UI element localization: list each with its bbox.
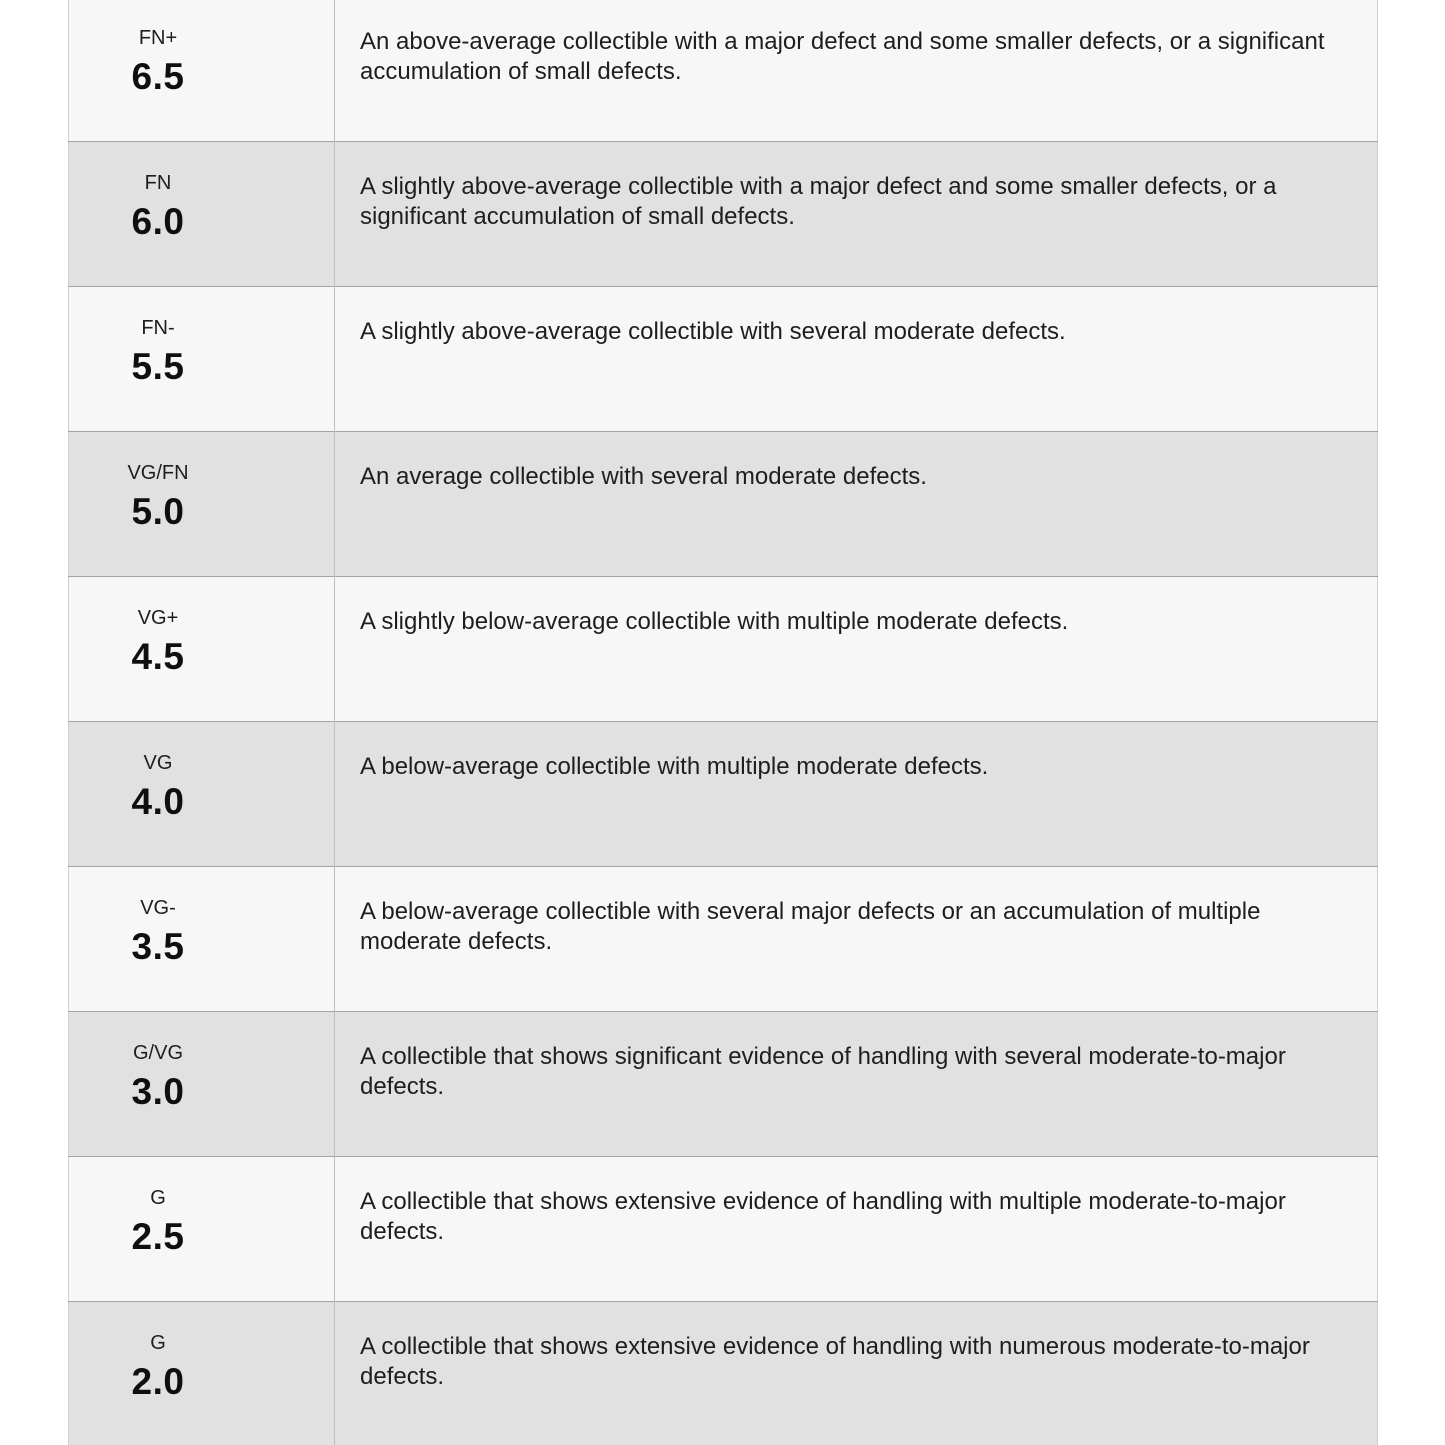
grade-box — [69, 171, 247, 242]
grade-description: A below-average collectible with several major defects or an accumulation of multiple moderate defects. — [360, 898, 1261, 955]
table-row — [69, 287, 1378, 432]
grade-description-cell — [335, 577, 1378, 722]
grading-table-body — [69, 0, 1378, 1445]
grade-box — [69, 1331, 247, 1402]
grade-description: An average collectible with several moderate defects. — [360, 463, 927, 490]
grade-box — [69, 1186, 247, 1257]
grade-description: A slightly above-average collectible with a major defect and some smaller defects, or a significant accumulation of small defects. — [360, 173, 1277, 230]
grade-box — [69, 751, 247, 822]
grade-number: 3.5 — [131, 926, 185, 967]
grade-number: 5.0 — [131, 491, 185, 532]
grade-cell — [69, 142, 335, 287]
grade-box — [69, 461, 247, 532]
grade-number: 6.5 — [131, 56, 185, 97]
table-row — [69, 432, 1378, 577]
grade-label: FN- — [141, 317, 175, 339]
grade-box — [69, 316, 247, 387]
grade-description-cell — [335, 1157, 1378, 1302]
grade-label: VG — [143, 752, 173, 774]
grade-label: G — [150, 1187, 166, 1209]
grade-cell — [69, 287, 335, 432]
grade-label: VG- — [140, 897, 176, 919]
grade-box — [69, 606, 247, 677]
table-row — [69, 722, 1378, 867]
grade-cell — [69, 722, 335, 867]
grade-description: An above-average collectible with a major defect and some smaller defects, or a significant accumulation of small defects. — [360, 28, 1325, 85]
grading-scale-table — [68, 0, 1378, 1445]
table-row — [69, 0, 1378, 142]
grade-description: A below-average collectible with multiple moderate defects. — [360, 753, 989, 780]
grade-label: FN+ — [138, 27, 178, 49]
grade-description: A slightly below-average collectible with multiple moderate defects. — [360, 608, 1069, 635]
table-row — [69, 1012, 1378, 1157]
grade-description-cell — [335, 867, 1378, 1012]
grade-cell — [69, 577, 335, 722]
grade-description: A collectible that shows significant evidence of handling with several moderate-to-major defects. — [360, 1043, 1286, 1100]
grade-number: 4.0 — [131, 781, 185, 822]
table-row — [69, 1157, 1378, 1302]
grade-description-cell — [335, 1302, 1378, 1445]
grade-number: 2.0 — [131, 1361, 185, 1402]
grade-description-cell — [335, 142, 1378, 287]
grade-label: G — [150, 1332, 166, 1354]
grade-cell — [69, 867, 335, 1012]
grade-cell — [69, 1012, 335, 1157]
grade-box — [69, 896, 247, 967]
grade-description: A collectible that shows extensive evidence of handling with numerous moderate-to-major defects. — [360, 1333, 1310, 1390]
grade-number: 3.0 — [131, 1071, 185, 1112]
grade-label: FN — [144, 172, 172, 194]
grade-label: VG/FN — [127, 462, 189, 484]
grade-cell — [69, 432, 335, 577]
grade-number: 5.5 — [131, 346, 185, 387]
table-row — [69, 142, 1378, 287]
grade-description: A collectible that shows extensive evidence of handling with multiple moderate-to-major defects. — [360, 1188, 1286, 1245]
grade-label: G/VG — [132, 1042, 183, 1064]
grade-cell — [69, 0, 335, 142]
grade-description-cell — [335, 1012, 1378, 1157]
grade-box — [69, 26, 247, 97]
grade-number: 4.5 — [131, 636, 185, 677]
grade-description-cell — [335, 287, 1378, 432]
grade-cell — [69, 1157, 335, 1302]
grade-number: 6.0 — [131, 201, 185, 242]
grade-description-cell — [335, 0, 1378, 142]
grade-description-cell — [335, 432, 1378, 577]
grade-label: VG+ — [137, 607, 179, 629]
table-row — [69, 577, 1378, 722]
grade-description-cell — [335, 722, 1378, 867]
grade-cell — [69, 1302, 335, 1445]
table-row — [69, 1302, 1378, 1445]
grade-number: 2.5 — [131, 1216, 185, 1257]
grade-box — [69, 1041, 247, 1112]
grade-description: A slightly above-average collectible with several moderate defects. — [360, 318, 1066, 345]
table-row — [69, 867, 1378, 1012]
